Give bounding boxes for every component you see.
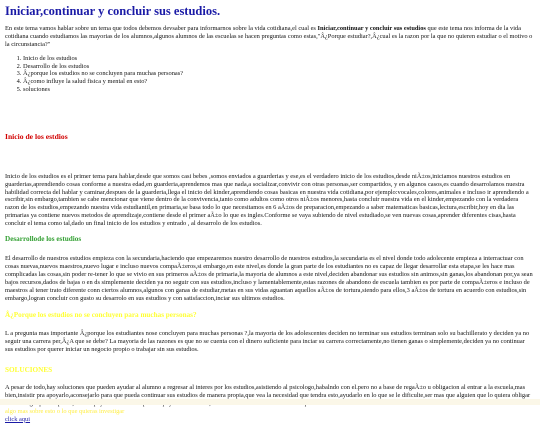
list-item: 4. Â¿como influye la salud fisica y mental en esto? — [23, 78, 533, 86]
bottom-strip — [0, 399, 540, 405]
section-body-soluciones: A pesar de todo,hay soluciones que pueden ayudar al alumno a regresar al interes por los estudios,asistiendo al psicologo,habalndo con el.pero no a base de regaÃ±o u obligacion al entrar a la escuela,mas bien,insistir pra apoyarlo,aconsejarlo para que pueda continuar sus estudios de manera propia,que vea la necesidad que tendra esto,ayudarlo en lo que se le dificulte,ser mas que alguien que lo quiera obligar — [5, 384, 531, 400]
section-body-desarrollo: El desarrollo de nuestros estudios empieza con la secundaria,haciendo que empezaremos nuestro desarrollo de nuestros estudios,la secundaria es el nivel donde todo adolecente empieza a interractuar con cosas nuevas,nuevos maestros,nuevo lugar e incluso nuevos compaÃ±eros,si embargo,en este nivel,es donde la gran parte de los estudiantes no es capaz de llegar desarrollar esta etapa,se les hace mas complicadas las cosas,sin poder re-tener lo que se vivio en sus primeros aÃ±os de primaria,la mayoria de alumnos a este nivel,deciden abandonar sus estudios sin animos,sin ganas,los abandonan por,ya sean bajos recursos,dados de bajas o en ds simplemente deciden ya no seguir con sus estudios,incluso y lamentablemente,estas razones de abandono de escuela tambien es por parte de compaÃ±eros e incluso de maestros al tener trato diferente conn ciertos alumnos,algunos con ganas de estudiar,metas en sus vidas aguantan aquellos aÃ±os de tortura,siendo para ellos,3 aÃ±os de tortura en acuerdo con estudios,sin embargo,logran concluir con gusto su desarrolo en sus estudios y con satisfaccion,inciar sus ultimos estudios. — [5, 255, 533, 302]
intro-text-before: En este tema vamos hablar sobre un tema que todos debemos devsaber para informarnos sobre la vida cotidiana,el cual es — [5, 25, 318, 33]
section-body-porque: L a pregunta mas importante Â¿porque los estudiantes nose concluyen para muchas personas ?,la mayoria de los adolescentes deciden no terminar sus estudios terminan solo su bachillerato y deciden ya no seguir una carrera per,Â¿A que se debe? La mayoria de las razones es que no se cuenta con el dinero suficiente para inciar su carrera correctamente,no tienen ganas o simplemente,deciden ya no continuar sus estudios por querer iniciar un negocio propio o trabajar sin sus estudios. — [5, 330, 530, 353]
list-item: 5. soluciones — [23, 86, 533, 94]
list-item: 2. Desarrollo de los estudios — [23, 63, 533, 71]
intro-paragraph — [5, 25, 533, 48]
more-info-text: algo mas sobre esto o lo que quieras investigar — [5, 407, 125, 415]
click-here-link[interactable]: click aqui — [5, 415, 31, 423]
section-heading-soluciones: SOLUCIONES — [5, 365, 53, 374]
list-item: 1. Inicio de los estudios — [23, 55, 533, 63]
section-heading-inicio: Inicio de los estdios — [5, 131, 68, 141]
intro-bold-topic: Iniciar,continuar y concluir sus estudios — [317, 25, 426, 33]
page-title: Iniciar,continuar y concluir sus estudios. — [5, 4, 221, 18]
topics-list — [5, 55, 533, 94]
section-body-inicio: Inicio de los estudios es el primer tema para hablar,desde que somos casi bebes ,somos enviados a guarderias y ese,es el verdadero inicio de los estudios,desde niÃ±os,iniciamos nuestros estudios en guarderias,aprendiendo cosas conforme a nuestra edad,en guarderia,aprendemos mas que nada,a socializar,convivir con otras personas,ser compartidos, y en algunos casos,es cuando desarrolamos nuestra habilidad correcta del hablar y caminar,despues de la guarderia,llega el inicio del kinder,aprendiendo cosas basicas en nuestra vida cotidiana,por ejemplo:vocales,colores,animales e incluso ir aprendiendo a escribir,sin embargo,tambien se cabe mencionar que viene dentro de la convivencia,tanto como adultos como otros niÃ±os menores,hasta concluir nuestra vida en el kinder,empezando con la verdadera razon de los estudios,empezando nuestra vida estudiantil,en primaria,se basa todo lo que necesitamos en 6 aÃ±os de preparacion,empezando a saber matematicas basicas,lectura,escribir,hoy en dia las primarias ya contiene nuevos metodos de aprendizaje,contiene desde el primer aÃ±o lo que es ingles.Conforme se vaya subiendo de nivel estudiado,se ven nuevas cosas,aprender diferentes cisas,hasta concluir el tema como tal,dado un final inicio de los estudios y entrado , al desarrolo de los estudios. — [5, 173, 529, 227]
intro-text-after: que este tema nos informa de la vida cotidiana cuando estudiamos las mayorias de los alumnos,algunos alumnos de las escuelas se hacen preguntas como estas,"Â¿Porque estudiar?,Â¿cual es la razon por la que no quieren estudiar o el motivo o la circunstancia?" — [5, 25, 533, 48]
list-item: 3. Â¿porque los estudios no se concluyen para muchas personas? — [23, 70, 533, 78]
section-heading-desarrollo: Desarrollode los estudios — [5, 234, 82, 243]
section-heading-porque: Â¿Porque los estudios no se concluyen para muchas personas? — [5, 311, 197, 320]
